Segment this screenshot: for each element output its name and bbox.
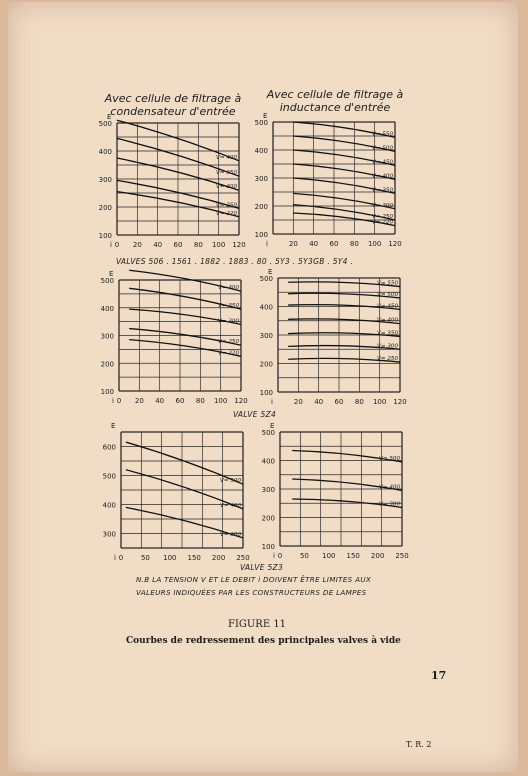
y-tick-label: 400 — [254, 147, 268, 155]
y-tick-label: 200 — [254, 203, 268, 211]
book-page — [8, 2, 518, 772]
x-tick-label: 40 — [153, 241, 163, 249]
y-axis-label: E — [109, 270, 114, 278]
x-tick-label: 40 — [155, 397, 165, 405]
section-label-top: VALVES 506 . 1561 . 1882 . 1883 . 80 . 5Y3 . 5Y3GB . 5Y4 . — [116, 257, 354, 266]
series-label: V= 250 — [377, 356, 398, 363]
series-label: V= 250 — [216, 202, 237, 209]
y-tick-label: 200 — [261, 514, 275, 523]
x-tick-label: 80 — [195, 397, 205, 405]
series-label: V= 220 — [218, 350, 239, 357]
series-label: V= 500 — [220, 478, 241, 485]
y-tick-label: 500 — [100, 277, 114, 285]
series-label: V= 500 — [379, 455, 400, 462]
x-tick-label: 150 — [187, 554, 201, 562]
y-tick-label: 500 — [254, 119, 268, 127]
series-label: V= 220 — [372, 219, 393, 226]
x-tick-label: 60 — [175, 397, 185, 405]
series-label: V= 550 — [377, 280, 398, 287]
series-label: V= 400 — [220, 502, 241, 509]
header-right-line1: Avec cellule de filtrage à — [266, 88, 404, 101]
x-tick-label: 100 — [211, 241, 226, 249]
chart-panel-middle-right — [260, 268, 407, 406]
footer-code: T. R. 2 — [406, 740, 432, 749]
x-tick-label: 200 — [370, 552, 385, 560]
series-label: V= 400 — [218, 285, 239, 292]
series-label: V= 350 — [218, 303, 239, 310]
series-label: V= 550 — [372, 131, 393, 138]
y-tick-label: 100 — [254, 231, 268, 239]
y-tick-label: 300 — [261, 486, 275, 494]
series-label: V= 400 — [372, 173, 393, 180]
x-axis-label: i — [112, 397, 114, 405]
series-label: V= 450 — [372, 159, 393, 166]
header-left-line1: Avec cellule de filtrage à — [104, 92, 242, 105]
x-tick-label: 120 — [388, 240, 402, 248]
section-label-bottom: VALVE 5Z3 — [240, 563, 284, 572]
figure-caption: Courbes de redressement des principales valves à vide — [126, 636, 401, 646]
y-tick-label: 200 — [100, 360, 114, 369]
y-tick-label: 200 — [98, 204, 112, 212]
x-tick-label: 120 — [234, 397, 248, 405]
x-tick-label: 250 — [236, 554, 250, 562]
y-tick-label: 100 — [100, 388, 114, 396]
x-tick-label: 50 — [140, 554, 150, 562]
chart-panel-bottom-left — [103, 422, 250, 562]
y-tick-label: 100 — [259, 389, 273, 397]
chart-panel-middle-left — [101, 270, 248, 405]
y-axis-label: E — [270, 422, 275, 430]
series-label: V= 300 — [216, 184, 237, 191]
x-tick-label: 0 — [114, 241, 120, 249]
note-line1: N.B LA TENSION V ET LE DEBIT i DOIVENT ÊTRE LIMITES AUX — [136, 575, 372, 584]
page-number: 17 — [431, 669, 447, 682]
y-tick-label: 500 — [98, 120, 112, 128]
x-tick-label: 40 — [309, 240, 319, 248]
x-tick-label: 100 — [372, 398, 387, 406]
series-label: V= 500 — [372, 145, 393, 152]
y-tick-label: 400 — [259, 303, 273, 312]
x-tick-label: 150 — [346, 552, 360, 560]
x-tick-label: 50 — [299, 552, 309, 560]
y-tick-label: 400 — [102, 501, 116, 510]
header-right-line2: inductance d'entrée — [279, 101, 391, 114]
y-tick-label: 300 — [102, 530, 116, 539]
y-axis-label: E — [111, 422, 116, 430]
note-line2: VALEURS INDIQUÉES PAR LES CONSTRUCTEURS DE LAMPES — [136, 588, 367, 597]
series-label: V= 350 — [377, 330, 398, 337]
section-label-middle: VALVE 5Z4 — [233, 410, 277, 419]
x-tick-label: 0 — [118, 554, 124, 562]
x-tick-label: 250 — [395, 552, 409, 560]
x-tick-label: 20 — [288, 240, 298, 248]
series-label: V= 400 — [377, 317, 398, 324]
series-label: V= 400 — [379, 484, 400, 491]
series-label: V= 220 — [216, 210, 237, 217]
x-tick-label: 100 — [213, 397, 228, 405]
y-tick-label: 200 — [259, 360, 273, 369]
figure-charts — [8, 2, 518, 772]
y-tick-label: 300 — [100, 332, 114, 341]
header-left-line2: condensateur d'entrée — [110, 105, 236, 118]
x-tick-label: 0 — [116, 397, 122, 405]
series-label: V= 300 — [220, 531, 241, 538]
y-tick-label: 300 — [259, 332, 273, 340]
y-tick-label: 500 — [102, 472, 116, 481]
x-axis-label: i — [110, 241, 112, 249]
x-tick-label: 100 — [322, 552, 336, 560]
x-tick-label: 80 — [193, 241, 203, 249]
series-label: V= 450 — [377, 303, 398, 310]
figure-title: FIGURE 11 — [228, 619, 287, 630]
series-label: V= 300 — [379, 501, 400, 508]
x-axis-label: i — [271, 398, 273, 406]
y-axis-label: E — [263, 112, 268, 120]
x-tick-label: 100 — [163, 554, 177, 562]
y-tick-label: 400 — [98, 148, 112, 156]
chart-panel-bottom-right — [262, 422, 409, 560]
x-tick-label: 80 — [354, 398, 364, 406]
series-label: V= 250 — [218, 339, 239, 346]
series-label: V= 300 — [372, 202, 393, 209]
x-tick-label: 40 — [314, 398, 324, 406]
y-tick-label: 600 — [102, 443, 116, 452]
series-label: V= 350 — [372, 187, 393, 194]
series-label: V= 300 — [218, 318, 239, 325]
x-tick-label: 60 — [334, 398, 344, 406]
x-tick-label: 120 — [232, 241, 246, 249]
y-tick-label: 100 — [98, 232, 112, 240]
x-tick-label: 20 — [293, 398, 303, 406]
x-axis-label: i — [273, 552, 275, 560]
series-label: V= 500 — [377, 291, 398, 298]
x-tick-label: 60 — [329, 240, 339, 248]
x-tick-label: 60 — [173, 241, 183, 249]
series-label: V= 350 — [216, 170, 237, 177]
x-tick-label: 0 — [277, 552, 283, 560]
y-tick-label: 300 — [254, 175, 268, 183]
y-tick-label: 400 — [261, 457, 275, 466]
x-axis-label: i — [266, 240, 268, 248]
y-tick-label: 400 — [100, 304, 114, 313]
y-axis-label: E — [268, 268, 273, 276]
series-label: V= 400 — [216, 154, 237, 161]
y-tick-label: 100 — [261, 543, 275, 551]
x-tick-label: 200 — [211, 554, 226, 562]
y-axis-label: E — [107, 113, 112, 121]
y-tick-label: 500 — [259, 275, 273, 283]
y-tick-label: 500 — [261, 429, 275, 437]
note — [136, 573, 436, 599]
x-axis-label: i — [114, 554, 116, 562]
x-tick-label: 80 — [349, 240, 359, 248]
series-label: V= 250 — [372, 214, 393, 220]
series-label: V= 300 — [377, 343, 398, 350]
chart-panel-top-right — [255, 112, 402, 248]
x-tick-label: 100 — [367, 240, 382, 248]
x-tick-label: 120 — [393, 398, 407, 406]
chart-panel-top-left — [99, 113, 246, 249]
y-tick-label: 300 — [98, 176, 112, 184]
x-tick-label: 20 — [134, 397, 144, 405]
x-tick-label: 20 — [132, 241, 142, 249]
